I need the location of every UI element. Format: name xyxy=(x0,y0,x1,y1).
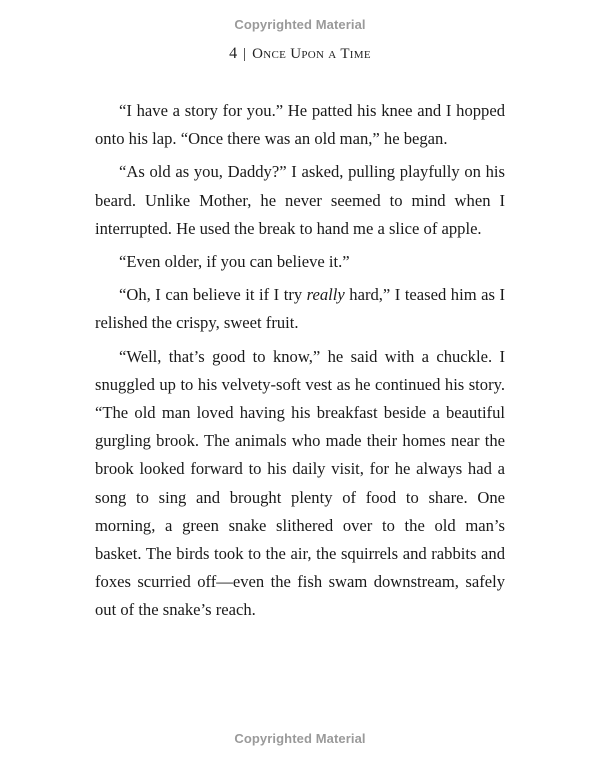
running-head-separator: | xyxy=(243,46,247,62)
paragraph-text-after: hard,” I teased him as I relished the crispy, sweet fruit. xyxy=(95,285,505,333)
paragraph: “Well, that’s good to know,” he said with a chuckle. I snuggled up to his velvety-soft vest as he continued his story. “The old man loved having his breakfast beside a beautiful gurgling brook. The animals who made their homes near the brook looked forward to his daily visit, for he always had a song to sing and brought plenty of food to share. One morning, a green snake slithered over to the old man’s basket. The birds took to the air, the squirrels and rabbits and foxes scurried off—even the fish swam downstream, safely out of the snake’s reach. xyxy=(95,346,505,620)
paragraph-text-before: “Oh, I can believe it if I try xyxy=(119,285,307,305)
copyright-watermark-top: Copyrighted Material xyxy=(234,17,366,32)
emphasized-word: really xyxy=(306,285,345,305)
running-head xyxy=(0,44,600,64)
paragraph: “Even older, if you can believe it.” xyxy=(119,252,350,272)
paragraph xyxy=(95,281,505,337)
paragraph: “I have a story for you.” He patted his knee and I hopped onto his lap. “Once there was an old man,” he began. xyxy=(95,101,505,149)
body-text xyxy=(95,97,505,630)
page-number: 4 xyxy=(229,45,238,62)
copyright-watermark-bottom: Copyrighted Material xyxy=(234,731,366,746)
chapter-title: Once Upon a Time xyxy=(252,46,371,62)
paragraph: “As old as you, Daddy?” I asked, pulling playfully on his beard. Unlike Mother, he never seemed to mind when I interrupted. He used the break to hand me a slice of apple. xyxy=(95,162,505,238)
